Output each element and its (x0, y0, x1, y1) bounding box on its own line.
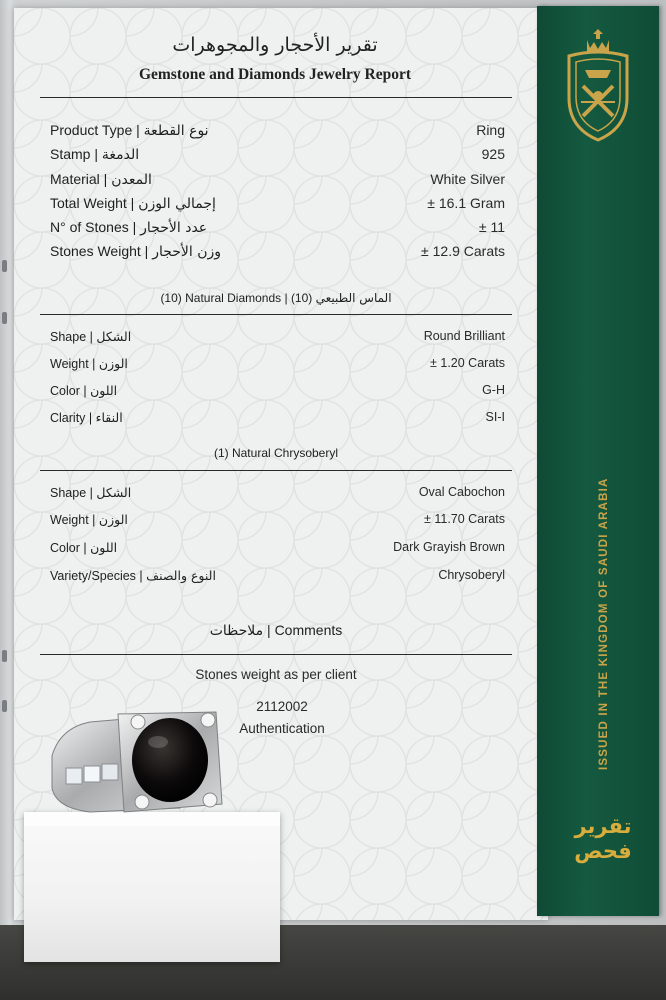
value: SI-I (485, 410, 505, 424)
cover-arabic-line-1: تقرير (574, 814, 632, 838)
value: Chrysoberyl (438, 568, 505, 582)
label-ar: اللون (90, 383, 118, 398)
authentication-label: Authentication (239, 721, 325, 736)
label-ar: النقاء (95, 410, 123, 425)
detail-row-stamp (50, 146, 505, 168)
section-heading-en: (10) Natural Diamonds | (10) (160, 291, 313, 305)
detail-row-product-type (50, 122, 505, 144)
label-ar: إجمالي الوزن (138, 196, 216, 212)
comments-heading-en: | Comments (267, 622, 343, 638)
label-en: Variety/Species | (50, 569, 143, 583)
report-title-english: Gemstone and Diamonds Jewelry Report (138, 66, 412, 83)
label-ar: وزن الأحجار (152, 244, 222, 260)
detail-row-total-weight (50, 195, 505, 217)
label-ar: نوع القطعة (143, 123, 209, 139)
divider (40, 314, 512, 315)
report-number: 2112002 (256, 699, 308, 714)
value: ± 16.1 Gram (427, 195, 505, 211)
value: White Silver (430, 171, 505, 187)
value: Round Brilliant (423, 329, 505, 343)
label-ar: الشكل (96, 329, 132, 344)
value: Oval Cabochon (418, 485, 505, 499)
chrysoberyl-row-color (50, 540, 505, 562)
chrysoberyl-row-weight (50, 512, 505, 534)
label-en: Weight | (50, 513, 96, 527)
comment-note: Stones weight as per client (195, 667, 357, 682)
issued-in-ksa-text: ISSUED IN THE KINGDOM OF SAUDI ARABIA (598, 477, 610, 770)
label-ar: الشكل (96, 485, 132, 500)
cover-arabic-line-2: فحص (574, 839, 632, 863)
section-heading-chrysoberyl: (1) Natural Chrysoberyl (213, 446, 339, 460)
detail-row-material (50, 171, 505, 193)
label-en: Shape | (50, 486, 93, 500)
value: 925 (481, 146, 505, 162)
diamond-row-color (50, 383, 505, 405)
divider (40, 470, 512, 471)
label-en: Total Weight | (50, 195, 135, 211)
display-pedestal (24, 812, 280, 962)
label-ar: الدمغة (101, 147, 140, 163)
chrysoberyl-row-shape (50, 485, 505, 507)
divider (40, 97, 512, 98)
label-en: Product Type | (50, 122, 140, 138)
label-ar: اللون (90, 540, 118, 555)
value: ± 12.9 Carats (421, 243, 505, 259)
label-en: Color | (50, 541, 87, 555)
ring-icon (50, 708, 226, 818)
binding-rings (0, 260, 10, 730)
detail-row-stone-count (50, 219, 505, 241)
label-ar: المعدن (111, 172, 152, 188)
label-en: Color | (50, 384, 87, 398)
value: Ring (476, 122, 505, 138)
divider (40, 654, 512, 655)
comments-heading (40, 622, 512, 639)
label-en: Material | (50, 171, 108, 187)
label-en: Shape | (50, 330, 93, 344)
value: Dark Grayish Brown (393, 540, 505, 554)
label-en: N° of Stones | (50, 219, 137, 235)
label-ar: الوزن (98, 512, 128, 527)
report-title-arabic: تقرير الأحجار والمجوهرات (172, 34, 378, 56)
label-en: Stamp | (50, 146, 98, 162)
label-ar: عدد الأحجار (140, 220, 208, 236)
comments-heading-ar: ملاحظات (209, 623, 264, 639)
section-heading-ar: الماس الطبيعي (315, 291, 392, 305)
value: ± 1.20 Carats (430, 356, 505, 370)
detail-row-stones-weight (50, 243, 505, 265)
value: ± 11.70 Carats (424, 512, 505, 526)
label-en: Clarity | (50, 411, 93, 425)
crest-logo-icon (563, 28, 633, 143)
value: ± 11 (478, 219, 505, 235)
cover-arabic-title (568, 814, 638, 864)
diamond-row-weight (50, 356, 505, 378)
section-heading-diamonds (40, 291, 512, 305)
value: G-H (482, 383, 505, 397)
label-en: Weight | (50, 357, 96, 371)
chrysoberyl-row-variety (50, 568, 505, 590)
diamond-row-clarity (50, 410, 505, 432)
label-ar: النوع والصنف (146, 568, 216, 583)
label-en: Stones Weight | (50, 243, 149, 259)
label-ar: الوزن (98, 356, 128, 371)
diamond-row-shape (50, 329, 505, 351)
